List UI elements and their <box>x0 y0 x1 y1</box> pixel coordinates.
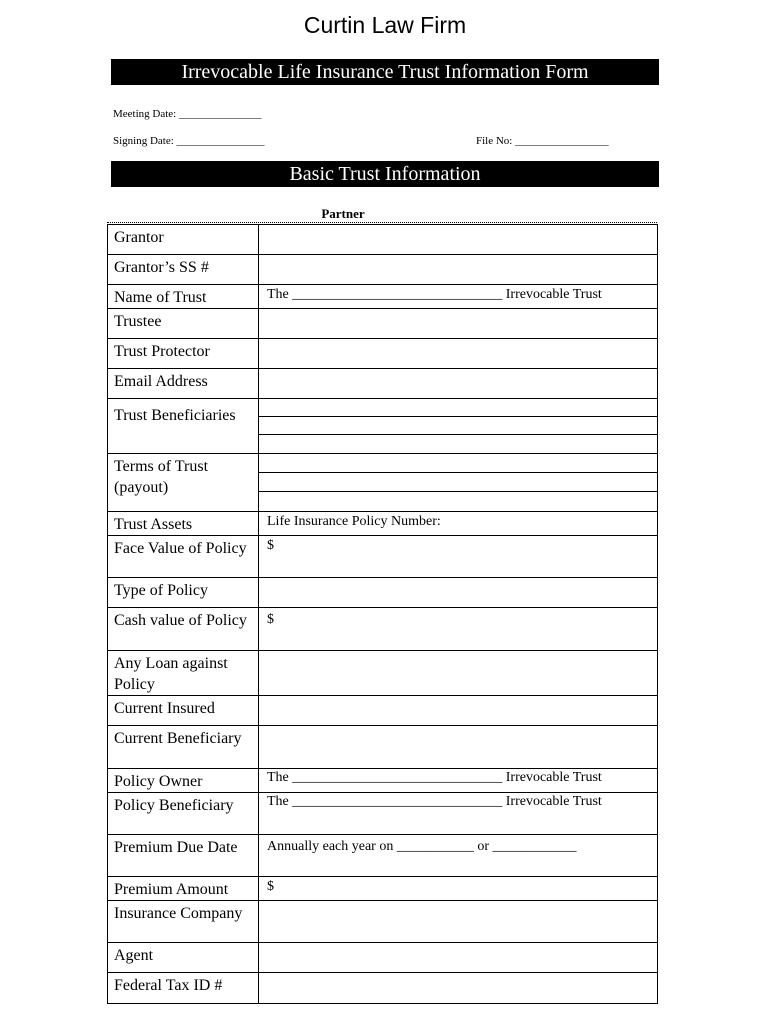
row-loan-against-policy <box>108 651 658 696</box>
row-value[interactable] <box>259 835 658 877</box>
row-label: Agent <box>108 943 259 973</box>
firm-name: Curtin Law Firm <box>303 12 467 38</box>
row-label: Policy Beneficiary <box>108 793 259 835</box>
row-value[interactable] <box>259 578 658 608</box>
row-face-value <box>108 536 658 578</box>
row-value-text <box>259 943 657 947</box>
row-value-text: The ______________________________ Irrevocable Trust <box>267 770 602 785</box>
row-label: Trust Protector <box>108 339 259 369</box>
row-label: Email Address <box>108 369 259 399</box>
row-policy-beneficiary <box>108 793 658 835</box>
row-label: Grantor <box>108 225 259 255</box>
row-label: Trust Assets <box>108 512 259 536</box>
row-premium-amount <box>108 877 658 901</box>
row-label: Premium Amount <box>108 877 259 901</box>
row-value[interactable] <box>259 454 658 512</box>
row-value[interactable] <box>259 973 658 1004</box>
row-trust-assets <box>108 512 658 536</box>
row-agent <box>108 943 658 973</box>
row-label: Face Value of Policy <box>108 536 259 578</box>
row-label: Terms of Trust (payout) <box>108 454 259 512</box>
row-value-text: The ______________________________ Irrevocable Trust <box>267 794 602 809</box>
row-value[interactable] <box>259 696 658 726</box>
form-title: Irrevocable Life Insurance Trust Information Form <box>111 59 659 85</box>
line-slot <box>259 491 657 511</box>
row-value-text <box>259 369 657 373</box>
row-value[interactable] <box>259 901 658 943</box>
row-value[interactable] <box>259 943 658 973</box>
row-label: Policy Owner <box>108 769 259 793</box>
row-trust-protector <box>108 339 658 369</box>
signing-date-field[interactable]: Signing Date: ________________ <box>113 135 265 147</box>
row-label: Type of Policy <box>108 578 259 608</box>
row-value-text <box>259 225 657 229</box>
row-value-text: $ <box>267 538 274 553</box>
row-current-beneficiary <box>108 726 658 769</box>
row-label: Trustee <box>108 309 259 339</box>
row-current-insured <box>108 696 658 726</box>
row-trust-beneficiaries <box>108 399 658 454</box>
row-value-text <box>259 901 657 905</box>
row-cash-value <box>108 608 658 651</box>
row-value[interactable] <box>259 399 658 454</box>
row-premium-due-date <box>108 835 658 877</box>
line-slot <box>259 434 657 453</box>
row-value[interactable] <box>259 536 658 578</box>
row-name-of-trust <box>108 285 658 309</box>
row-label: Insurance Company <box>108 901 259 943</box>
row-type-of-policy <box>108 578 658 608</box>
row-value[interactable] <box>259 769 658 793</box>
partner-label: Partner <box>321 206 365 221</box>
row-policy-owner <box>108 769 658 793</box>
row-label: Trust Beneficiaries <box>108 399 259 454</box>
row-value-text: Annually each year on ___________ or ____________ <box>267 839 577 854</box>
row-value[interactable] <box>259 793 658 835</box>
row-value-text: $ <box>267 612 274 627</box>
dotted-divider <box>107 222 657 223</box>
row-value-text <box>259 309 657 313</box>
row-grantor <box>108 225 658 255</box>
row-value-text <box>259 973 657 977</box>
row-value[interactable] <box>259 285 658 309</box>
row-value[interactable] <box>259 877 658 901</box>
line-slot <box>259 416 657 434</box>
row-grantor-ss <box>108 255 658 285</box>
row-value[interactable] <box>259 512 658 536</box>
row-value[interactable] <box>259 339 658 369</box>
row-value[interactable] <box>259 651 658 696</box>
trust-info-table <box>107 224 658 1004</box>
row-label: Grantor’s SS # <box>108 255 259 285</box>
row-label: Any Loan against Policy <box>108 651 259 696</box>
row-label: Name of Trust <box>108 285 259 309</box>
row-label: Premium Due Date <box>108 835 259 877</box>
section-title: Basic Trust Information <box>111 161 659 187</box>
row-value-text: $ <box>267 879 274 894</box>
row-terms-of-trust <box>108 454 658 512</box>
line-slot <box>259 472 657 491</box>
row-value-text <box>259 578 657 582</box>
row-value-text <box>259 255 657 259</box>
row-insurance-company <box>108 901 658 943</box>
row-label: Cash value of Policy <box>108 608 259 651</box>
meeting-date-field[interactable]: Meeting Date: _______________ <box>113 108 262 120</box>
row-value[interactable] <box>259 255 658 285</box>
row-email-address <box>108 369 658 399</box>
row-value-text <box>259 696 657 700</box>
line-slot <box>259 399 657 416</box>
row-federal-tax-id <box>108 973 658 1004</box>
row-value-text <box>259 651 657 655</box>
row-value[interactable] <box>259 608 658 651</box>
row-value[interactable] <box>259 369 658 399</box>
line-slot <box>259 454 657 472</box>
row-value[interactable] <box>259 225 658 255</box>
file-no-field[interactable]: File No: _________________ <box>476 135 609 147</box>
row-value-text <box>259 726 657 730</box>
row-value[interactable] <box>259 309 658 339</box>
row-label: Current Beneficiary <box>108 726 259 769</box>
row-value-text: The ______________________________ Irrevocable Trust <box>267 287 602 302</box>
row-value-text <box>259 339 657 343</box>
row-label: Current Insured <box>108 696 259 726</box>
row-label: Federal Tax ID # <box>108 973 259 1004</box>
row-value[interactable] <box>259 726 658 769</box>
row-value-text: Life Insurance Policy Number: <box>267 514 441 529</box>
row-trustee <box>108 309 658 339</box>
